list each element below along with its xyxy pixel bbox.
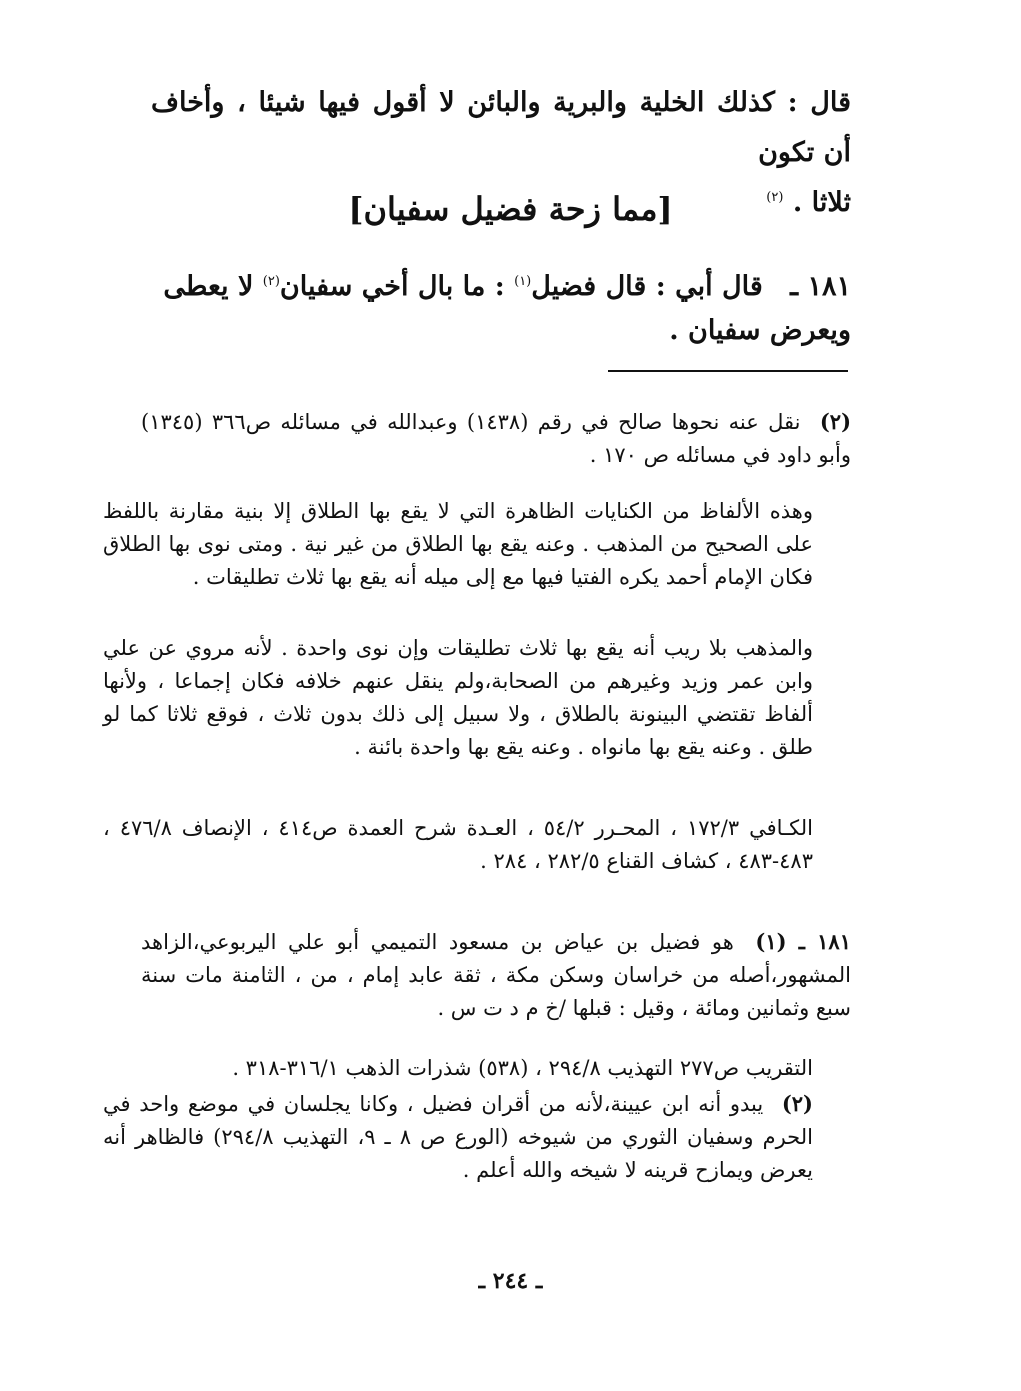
footnote-2-text: نقل عنه نحوها صالح في رقم (١٤٣٨) وعبدالله في مسائله ص٣٦٦ (١٣٤٥) وأبو داود في مسائله ص ١٧٠ .: [141, 410, 851, 467]
footnote-2: [141, 405, 851, 472]
footnote-2-label: (٢): [819, 409, 851, 434]
entry-181: [151, 265, 851, 353]
footnote-181-2: [103, 1087, 851, 1187]
entry-text-part-1: قال أبي : قال فضيل: [531, 271, 763, 302]
section-title: [مما زحة فضيل سفيان]: [348, 190, 673, 228]
page-number: ـ ٢٤٤ ـ: [478, 1268, 543, 1294]
footnote-181-references-text: التقريب ص٢٧٧ التهذيب ٢٩٤/٨ ، (٥٣٨) شذرات الذهب ٣١٦/١-٣١٨ .: [232, 1056, 813, 1080]
footnote-ref-2: (٢): [766, 190, 784, 205]
footnote-references: [103, 812, 851, 878]
entry-number: ١٨١ ـ: [790, 271, 851, 302]
footnote-paragraph-1: [103, 495, 851, 594]
footnote-181-1-label: ١٨١ ـ (١): [755, 929, 851, 954]
footnote-paragraph-2: [103, 632, 851, 764]
footnote-references-text: الكـافي ١٧٢/٣ ، المحـرر ٥٤/٢ ، العـدة شرح العمدة ص٤١٤ ، الإنصاف ٤٧٦/٨ ، ٤٨٣-٤٨٣ ، كشاف القناع ٢٨٢/٥ ، ٢٨٤ .: [103, 816, 813, 873]
footnote-181-2-label: (٢): [781, 1091, 813, 1116]
main-line-2-text: ثلاثا .: [792, 187, 851, 218]
main-line-1: قال : كذلك الخلية والبرية والبائن لا أقول فيها شيئا ، وأخاف أن تكون: [151, 87, 851, 168]
footnote-181-1-text: هو فضيل بن عياض بن مسعود التميمي أبو علي اليربوعي،الزاهد المشهور،أصله من خراسان وسكن مكة ، ثقة عابد إمام ، من ، الثامنة مات سنة سبع وثمانين ومائة ، وقيل : قبلها /خ م د ت س .: [141, 930, 851, 1020]
footnote-181-references: [103, 1052, 851, 1085]
footnote-paragraph-1-text: وهذه الألفاظ من الكنايات الظاهرة التي لا يقع بها الطلاق إلا بنية مقارنة باللفظ على الصحيح من المذهب . وعنه يقع بها الطلاق من غير نية . ومتى نوى بها الطلاق فكان الإمام أحمد يكره الفتيا فيها مع إلى ميله أنه يقع بها ثلاث تطليقات .: [103, 499, 813, 589]
footnote-ref-2b: (٢): [262, 274, 280, 289]
entry-text-part-2: : ما بال أخي سفيان: [279, 271, 505, 302]
footnote-ref-1: (١): [514, 274, 532, 289]
footnote-paragraph-2-text: والمذهب بلا ريب أنه يقع بها ثلاث تطليقات وإن نوى واحدة . لأنه مروي عن علي وابن عمر وزيد وغيرهم من الصحابة،ولم ينقل عنهم خلافه فكان إجماعا ، ولأنها ألفاظ تقتضي البينونة بالطلاق ، ولا سبيل إلى ذلك بدون ثلاث ، فوقع ثلاثا كما لو طلق . وعنه يقع بها مانواه . وعنه يقع بها واحدة بائنة .: [103, 636, 813, 759]
footnote-separator: [608, 370, 848, 372]
entry-text-part-3: لا يعطى ويعرض سفيان .: [163, 271, 851, 346]
footnote-181-1: [141, 925, 851, 1025]
footnote-181-2-text: يبدو أنه ابن عيينة،لأنه من أقران فضيل ، وكانا يجلسان في موضع واحد في الحرم وسفيان الثوري من شيوخه (الورع ص ٨ ـ ٩، التهذيب ٢٩٤/٨) فالظاهر أنه يعرض ويمازح قرينه لا شيخه والله أعلم .: [103, 1092, 813, 1182]
